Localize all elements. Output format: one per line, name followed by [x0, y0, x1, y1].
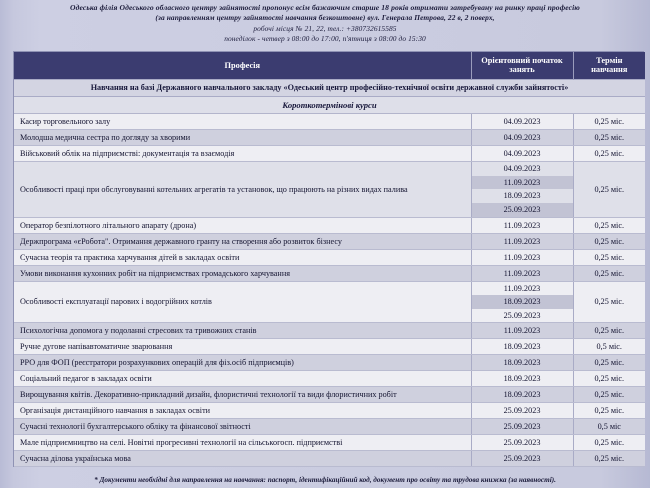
column-header-term [573, 52, 645, 80]
cell-profession: Військовий облік на підприємстві: документація та взаємодія [14, 146, 471, 162]
cell-start-date: 18.09.2023 [471, 339, 573, 355]
cell-start-date: 11.09.2023 [471, 323, 573, 339]
table-row [14, 371, 645, 387]
cell-start-date: 25.09.2023 [471, 419, 573, 435]
cell-profession: Молодша медична сестра по догляду за хворими [14, 130, 471, 146]
table-row [14, 217, 645, 233]
cell-term: 0,25 міс. [573, 162, 645, 217]
header-line-2: (за направленням центру зайнятості навчання безкоштовне) вул. Генерала Петрова, 22 в, 2 поверх, [155, 13, 495, 23]
band-institution-label: Навчання на базі Державного навчального закладу «Одеський центр професійно-технічної освіти державної служби зайнятості» [14, 80, 645, 97]
table-row [14, 162, 645, 217]
table-row [14, 339, 645, 355]
band-course-type-row [14, 97, 645, 114]
cell-term: 0,25 міс. [573, 403, 645, 419]
band-course-type-label: Короткотермінові курси [14, 97, 645, 114]
cell-start-date [471, 281, 573, 323]
cell-term: 0,25 міс. [573, 355, 645, 371]
table-head [14, 52, 645, 80]
cell-start-date [471, 162, 573, 217]
table-row [14, 435, 645, 451]
cell-term: 0,25 міс. [573, 387, 645, 403]
cell-profession: Держпрограма «єРобота". Отримання державного гранту на створення або розвиток бізнесу [14, 233, 471, 249]
table-row [14, 130, 645, 146]
column-header-term-line2: навчання [591, 65, 628, 75]
cell-term: 0,25 міс. [573, 451, 645, 467]
cell-term: 0,5 міс [573, 419, 645, 435]
cell-term: 0,5 міс. [573, 339, 645, 355]
cell-start-date: 18.09.2023 [471, 355, 573, 371]
table-row [14, 355, 645, 371]
cell-profession: Організація дистанційного навчання в закладах освіти [14, 403, 471, 419]
cell-start-date: 25.09.2023 [471, 451, 573, 467]
cell-start-date: 11.09.2023 [471, 233, 573, 249]
date-item: 18.09.2023 [503, 191, 541, 201]
column-header-profession: Професія [14, 52, 471, 80]
cell-start-date: 11.09.2023 [471, 217, 573, 233]
date-list [472, 282, 573, 323]
cell-start-date: 25.09.2023 [471, 403, 573, 419]
date-item: 25.09.2023 [503, 310, 541, 320]
column-header-start-line2: занять [509, 65, 535, 75]
date-item: 25.09.2023 [472, 203, 573, 217]
header-line-3: робочі місця № 21, 22, тел.: +380732615585 [253, 23, 397, 33]
cell-term: 0,25 міс. [573, 371, 645, 387]
column-header-term-line1: Термін [596, 55, 623, 65]
table-body [14, 80, 645, 467]
header-line-1: Одеська філія Одеського обласного центру зайнятості пропонує всім бажаючим старше 18 років отримати затребувану на ринку праці професію [70, 3, 580, 12]
cell-term: 0,25 міс. [573, 435, 645, 451]
cell-profession: Вирощування квітів. Декоративно-прикладний дизайн, флористичні технології та види флористичних робіт [14, 387, 471, 403]
table-row [14, 281, 645, 323]
cell-start-date: 04.09.2023 [471, 130, 573, 146]
cell-term: 0,25 міс. [573, 281, 645, 323]
date-item: 18.09.2023 [472, 295, 573, 309]
cell-profession: Сучасна ділова українська мова [14, 451, 471, 467]
table-row [14, 451, 645, 467]
cell-start-date: 18.09.2023 [471, 371, 573, 387]
table-row [14, 146, 645, 162]
cell-term: 0,25 міс. [573, 249, 645, 265]
table-row [14, 114, 645, 130]
date-item: 11.09.2023 [472, 176, 573, 190]
cell-profession: Оператор безпілотного літального апарату (дрона) [14, 217, 471, 233]
header-line-4: понеділок - четвер з 08:00 до 17:00, п'ятниця з 08:00 до 15:30 [224, 34, 426, 44]
schedule-table [14, 52, 645, 468]
cell-start-date: 11.09.2023 [471, 265, 573, 281]
cell-start-date: 04.09.2023 [471, 146, 573, 162]
column-header-start [471, 52, 573, 80]
header-row [14, 52, 645, 80]
cell-profession: Сучасна теорія та практика харчування дітей в закладах освіти [14, 249, 471, 265]
cell-profession: Касир торговельного залу [14, 114, 471, 130]
band-institution-row [14, 80, 645, 97]
cell-start-date: 18.09.2023 [471, 387, 573, 403]
cell-profession: Ручне дугове напівавтоматичне зварювання [14, 339, 471, 355]
cell-profession: РРО для ФОП (реєстратори розрахункових операцій для фіз.осіб підприємців) [14, 355, 471, 371]
cell-term: 0,25 міс. [573, 217, 645, 233]
cell-profession: Мале підприємництво на селі. Новітні прогресивні технології на сільськогосп. підприємстві [14, 435, 471, 451]
cell-profession: Умови виконання кухонних робіт на підприємствах громадського харчування [14, 265, 471, 281]
column-header-start-line1: Орієнтовний початок [481, 55, 563, 65]
cell-term: 0,25 міс. [573, 265, 645, 281]
cell-profession: Особливості праці при обслуговуванні котельних агрегатів та установок, що працюють на різних видах палива [14, 162, 471, 217]
cell-start-date: 25.09.2023 [471, 435, 573, 451]
cell-term: 0,25 міс. [573, 146, 645, 162]
date-list [472, 162, 573, 216]
table-row [14, 403, 645, 419]
cell-start-date: 11.09.2023 [471, 249, 573, 265]
date-item: 04.09.2023 [503, 164, 541, 174]
table-row [14, 387, 645, 403]
cell-profession: Соціальний педагог в закладах освіти [14, 371, 471, 387]
page-header [0, 0, 650, 49]
cell-term: 0,25 міс. [573, 323, 645, 339]
schedule-table-wrap [13, 51, 644, 468]
cell-term: 0,25 міс. [573, 114, 645, 130]
footnote: * Документи необхідні для направлення на навчання: паспорт, ідентифікаційний код, документ про освіту та трудова книжка (за наявності). [94, 476, 556, 485]
cell-profession: Психологічна допомога у подоланні стресових та тривожних станів [14, 323, 471, 339]
cell-term: 0,25 міс. [573, 130, 645, 146]
cell-profession: Сучасні технології бухгалтерського обліку та фінансової звітності [14, 419, 471, 435]
table-row [14, 265, 645, 281]
table-row [14, 233, 645, 249]
table-row [14, 249, 645, 265]
table-row [14, 323, 645, 339]
cell-profession: Особливості експлуатації парових і водогрійних котлів [14, 281, 471, 323]
cell-term: 0,25 міс. [573, 233, 645, 249]
date-item: 11.09.2023 [503, 283, 541, 293]
table-row [14, 419, 645, 435]
cell-start-date: 04.09.2023 [471, 114, 573, 130]
